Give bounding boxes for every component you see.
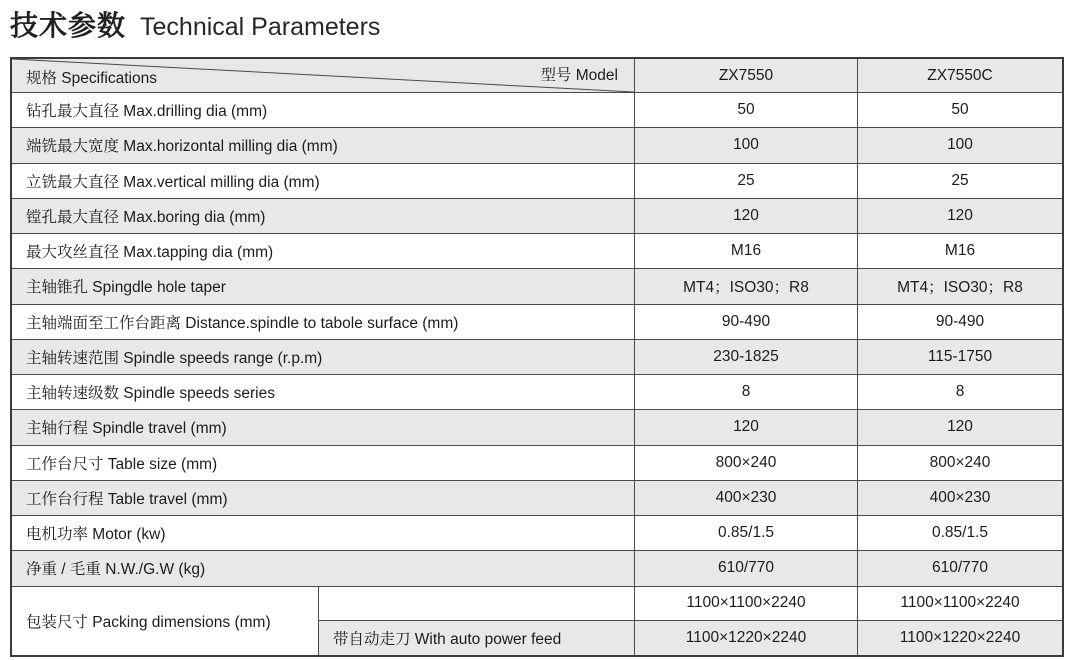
page-title: [10, 4, 380, 44]
value-zx7550c: MT4；ISO30；R8: [857, 269, 1062, 303]
value-zx7550: 100: [634, 128, 857, 162]
table-row-drilling-dia: [12, 92, 1062, 127]
value-zx7550: 50: [634, 93, 857, 127]
spec-label: 净重 / 毛重 N.W./G.W (kg): [26, 561, 206, 579]
spec-label: 钻孔最大直径 Max.drilling dia (mm): [26, 103, 268, 121]
table-row-tapping-dia: [12, 233, 1062, 268]
table-row-spindle-to-table: [12, 304, 1062, 339]
table-row-horizontal-milling: [12, 127, 1062, 162]
value-zx7550c: 25: [857, 164, 1062, 198]
value-zx7550c: 8: [857, 375, 1062, 409]
value-zx7550: 1100×1220×2240: [634, 621, 857, 655]
table-header-row: [12, 59, 1062, 92]
table-row-vertical-milling: [12, 163, 1062, 198]
packing-sub-label-empty: [318, 587, 634, 621]
value-zx7550c: 120: [857, 410, 1062, 444]
packing-sub-rows: [318, 587, 1062, 656]
header-model-label: 型号 Model: [540, 67, 618, 84]
value-zx7550c: 100: [857, 128, 1062, 162]
spec-label: 主轴行程 Spindle travel (mm): [26, 420, 227, 438]
table-row-speeds-series: [12, 374, 1062, 409]
page-title-chinese: 技术参数: [10, 10, 127, 41]
spec-label: 主轴端面至工作台距离 Distance.spindle to tabole surface (mm): [26, 314, 459, 332]
value-zx7550c: 90-490: [857, 305, 1062, 339]
table-row-motor-power: [12, 515, 1062, 550]
value-zx7550: 90-490: [634, 305, 857, 339]
table-row-speeds-range: [12, 339, 1062, 374]
table-row-table-size: [12, 445, 1062, 480]
spec-label: 主轴转速范围 Spindle speeds range (r.p.m): [26, 349, 323, 367]
spec-label: 端铣最大宽度 Max.horizontal milling dia (mm): [26, 138, 338, 156]
spec-label: 电机功率 Motor (kw): [26, 526, 166, 544]
value-zx7550c: 400×230: [857, 481, 1062, 515]
value-zx7550: 1100×1100×2240: [634, 587, 857, 621]
value-zx7550c: 1100×1220×2240: [857, 621, 1062, 655]
value-zx7550: 8: [634, 375, 857, 409]
value-zx7550: MT4；ISO30；R8: [634, 269, 857, 303]
header-specifications-label: 规格 Specifications: [26, 70, 157, 87]
table-row-weight: [12, 550, 1062, 585]
value-zx7550: 800×240: [634, 446, 857, 480]
table-row-spindle-hole-taper: [12, 268, 1062, 303]
spec-label: 工作台尺寸 Table size (mm): [26, 455, 218, 473]
spec-label: 工作台行程 Table travel (mm): [26, 490, 228, 508]
value-zx7550: 120: [634, 199, 857, 233]
header-model-zx7550c: ZX7550C: [857, 59, 1062, 92]
value-zx7550: 230-1825: [634, 340, 857, 374]
packing-sub-label-auto-feed: 带自动走刀 With auto power feed: [318, 621, 634, 655]
value-zx7550c: 610/770: [857, 551, 1062, 585]
technical-parameters-table: [10, 57, 1064, 657]
header-spec-model-cell: [12, 59, 634, 92]
value-zx7550c: 115-1750: [857, 340, 1062, 374]
spec-label: 主轴锥孔 Spingdle hole taper: [26, 279, 226, 297]
value-zx7550c: M16: [857, 234, 1062, 268]
table-row-spindle-travel: [12, 409, 1062, 444]
header-model-zx7550: ZX7550: [634, 59, 857, 92]
value-zx7550c: 800×240: [857, 446, 1062, 480]
value-zx7550: 120: [634, 410, 857, 444]
value-zx7550c: 1100×1100×2240: [857, 587, 1062, 621]
packing-sub-row-auto-feed: [318, 620, 1062, 655]
spec-label: 主轴转速级数 Spindle speeds series: [26, 385, 275, 403]
value-zx7550c: 120: [857, 199, 1062, 233]
value-zx7550: 0.85/1.5: [634, 516, 857, 550]
value-zx7550: 400×230: [634, 481, 857, 515]
table-row-table-travel: [12, 480, 1062, 515]
spec-label: 立铣最大直径 Max.vertical milling dia (mm): [26, 173, 320, 191]
value-zx7550: M16: [634, 234, 857, 268]
packing-sub-row-standard: [318, 587, 1062, 621]
spec-label: 镗孔最大直径 Max.boring dia (mm): [26, 208, 266, 226]
table-row-packing-dimensions: [12, 586, 1062, 656]
packing-dimensions-label: 包装尺寸 Packing dimensions (mm): [12, 587, 318, 656]
table-row-boring-dia: [12, 198, 1062, 233]
value-zx7550c: 0.85/1.5: [857, 516, 1062, 550]
value-zx7550c: 50: [857, 93, 1062, 127]
page-title-english: Technical Parameters: [140, 13, 381, 41]
spec-label: 最大攻丝直径 Max.tapping dia (mm): [26, 244, 274, 262]
value-zx7550: 25: [634, 164, 857, 198]
value-zx7550: 610/770: [634, 551, 857, 585]
